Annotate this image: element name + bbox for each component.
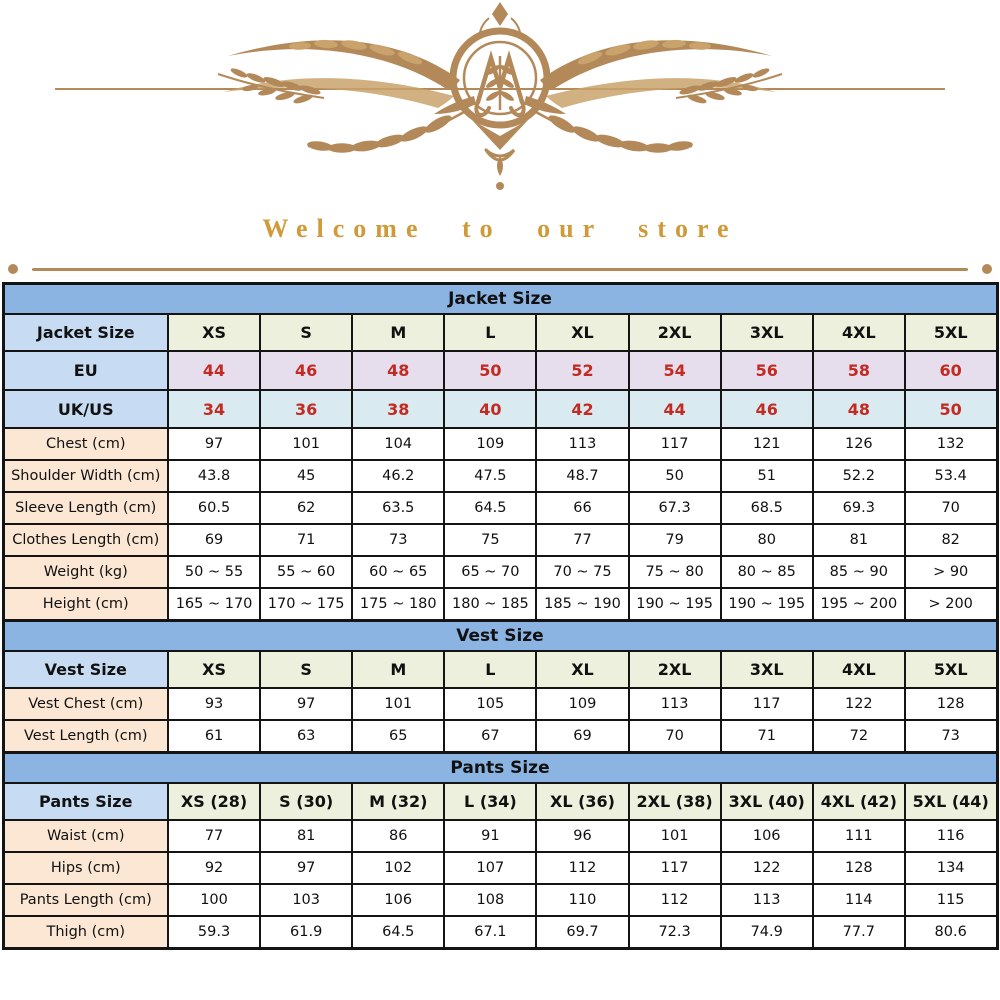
pants-value-cell: 112: [536, 852, 628, 884]
pants-value-cell: 108: [444, 884, 536, 916]
laurel-right-icon: [524, 39, 782, 153]
vest-value-cell: 63: [260, 720, 352, 753]
vest-table-title: Vest Size: [3, 621, 997, 652]
jacket-value-cell: 67.3: [629, 492, 721, 524]
pants-value-cell: 61.9: [260, 916, 352, 949]
divider-line: [32, 268, 968, 271]
jacket-value-cell: 170 ~ 175: [260, 588, 352, 621]
pants-value-cell: 107: [444, 852, 536, 884]
jacket-value-cell: 62: [260, 492, 352, 524]
jacket-value-cell: 38: [352, 390, 444, 428]
jacket-value-cell: 71: [260, 524, 352, 556]
pants-size-header-row: [3, 783, 997, 820]
jacket-value-cell: 54: [629, 351, 721, 390]
vest-value-cell: 113: [629, 688, 721, 720]
pants-row-label: Thigh (cm): [3, 916, 168, 949]
pants-row-label: Pants Length (cm): [3, 884, 168, 916]
vest-value-cell: 71: [721, 720, 813, 753]
pants-table-row: [3, 884, 997, 916]
vest-size-col-header: XS: [168, 651, 260, 688]
jacket-size-col-header: XS: [168, 314, 260, 351]
pants-value-cell: 128: [813, 852, 905, 884]
jacket-value-cell: 185 ~ 190: [536, 588, 628, 621]
pants-size-col-header: M (32): [352, 783, 444, 820]
jacket-value-cell: 82: [905, 524, 997, 556]
jacket-value-cell: 80 ~ 85: [721, 556, 813, 588]
jacket-value-cell: 190 ~ 195: [721, 588, 813, 621]
jacket-value-cell: 80: [721, 524, 813, 556]
jacket-value-cell: 40: [444, 390, 536, 428]
jacket-value-cell: 52.2: [813, 460, 905, 492]
jacket-row-label: Chest (cm): [3, 428, 168, 460]
jacket-value-cell: 69: [168, 524, 260, 556]
pants-corner-label: Pants Size: [3, 783, 168, 820]
jacket-value-cell: 48.7: [536, 460, 628, 492]
vest-value-cell: 70: [629, 720, 721, 753]
jacket-value-cell: 65 ~ 70: [444, 556, 536, 588]
pants-value-cell: 100: [168, 884, 260, 916]
jacket-value-cell: 52: [536, 351, 628, 390]
jacket-value-cell: 47.5: [444, 460, 536, 492]
jacket-value-cell: 50: [905, 390, 997, 428]
vest-value-cell: 105: [444, 688, 536, 720]
jacket-size-col-header: 2XL: [629, 314, 721, 351]
jacket-value-cell: 63.5: [352, 492, 444, 524]
jacket-value-cell: 50: [629, 460, 721, 492]
jacket-size-col-header: L: [444, 314, 536, 351]
size-tables-container: [0, 282, 1000, 950]
pants-row-label: Waist (cm): [3, 820, 168, 852]
pants-row-label: Hips (cm): [3, 852, 168, 884]
jacket-value-cell: 66: [536, 492, 628, 524]
store-emblem-icon: [210, 0, 790, 200]
vest-size-col-header: XL: [536, 651, 628, 688]
jacket-value-cell: 58: [813, 351, 905, 390]
vest-row-label: Vest Length (cm): [3, 720, 168, 753]
pants-value-cell: 102: [352, 852, 444, 884]
jacket-value-cell: 69.3: [813, 492, 905, 524]
vest-size-col-header: 4XL: [813, 651, 905, 688]
jacket-value-cell: 43.8: [168, 460, 260, 492]
pants-size-col-header: XS (28): [168, 783, 260, 820]
jacket-value-cell: 64.5: [444, 492, 536, 524]
jacket-value-cell: 117: [629, 428, 721, 460]
jacket-value-cell: 113: [536, 428, 628, 460]
vest-value-cell: 61: [168, 720, 260, 753]
jacket-table-row: [3, 351, 997, 390]
jacket-size-table: [2, 282, 999, 622]
pants-value-cell: 122: [721, 852, 813, 884]
pants-table-row: [3, 916, 997, 949]
pants-size-col-header: 4XL (42): [813, 783, 905, 820]
jacket-table-row: [3, 492, 997, 524]
pants-value-cell: 92: [168, 852, 260, 884]
jacket-value-cell: 126: [813, 428, 905, 460]
pants-size-col-header: S (30): [260, 783, 352, 820]
welcome-text: Welcome to our store: [262, 214, 738, 243]
jacket-value-cell: 70 ~ 75: [536, 556, 628, 588]
vest-value-cell: 97: [260, 688, 352, 720]
jacket-value-cell: 104: [352, 428, 444, 460]
jacket-value-cell: 101: [260, 428, 352, 460]
pants-value-cell: 134: [905, 852, 997, 884]
pants-value-cell: 72.3: [629, 916, 721, 949]
jacket-value-cell: 48: [352, 351, 444, 390]
jacket-value-cell: 56: [721, 351, 813, 390]
jacket-row-label: Clothes Length (cm): [3, 524, 168, 556]
jacket-value-cell: 97: [168, 428, 260, 460]
pants-size-col-header: 5XL (44): [905, 783, 997, 820]
pants-value-cell: 117: [629, 852, 721, 884]
jacket-value-cell: 44: [629, 390, 721, 428]
jacket-value-cell: 180 ~ 185: [444, 588, 536, 621]
jacket-value-cell: 73: [352, 524, 444, 556]
jacket-value-cell: 75: [444, 524, 536, 556]
vest-value-cell: 69: [536, 720, 628, 753]
pants-value-cell: 86: [352, 820, 444, 852]
vest-size-col-header: 3XL: [721, 651, 813, 688]
jacket-size-col-header: XL: [536, 314, 628, 351]
pants-value-cell: 81: [260, 820, 352, 852]
pants-value-cell: 97: [260, 852, 352, 884]
pants-size-table: [2, 751, 999, 950]
jacket-row-label: Sleeve Length (cm): [3, 492, 168, 524]
jacket-value-cell: 190 ~ 195: [629, 588, 721, 621]
jacket-table-row: [3, 390, 997, 428]
pants-size-col-header: L (34): [444, 783, 536, 820]
vest-value-cell: 65: [352, 720, 444, 753]
vest-value-cell: 117: [721, 688, 813, 720]
pants-size-col-header: 3XL (40): [721, 783, 813, 820]
divider-right-dot-icon: [982, 264, 992, 274]
jacket-value-cell: 60.5: [168, 492, 260, 524]
pants-value-cell: 67.1: [444, 916, 536, 949]
jacket-table-row: [3, 588, 997, 621]
jacket-value-cell: 60 ~ 65: [352, 556, 444, 588]
jacket-value-cell: > 200: [905, 588, 997, 621]
store-header: [0, 0, 1000, 282]
jacket-table-row: [3, 556, 997, 588]
pants-value-cell: 114: [813, 884, 905, 916]
pants-value-cell: 80.6: [905, 916, 997, 949]
pants-value-cell: 106: [352, 884, 444, 916]
jacket-row-label: Height (cm): [3, 588, 168, 621]
laurel-left-icon: [218, 39, 476, 153]
jacket-value-cell: 85 ~ 90: [813, 556, 905, 588]
jacket-value-cell: 48: [813, 390, 905, 428]
jacket-value-cell: 50: [444, 351, 536, 390]
pants-value-cell: 77.7: [813, 916, 905, 949]
vest-value-cell: 109: [536, 688, 628, 720]
pants-value-cell: 69.7: [536, 916, 628, 949]
jacket-value-cell: 51: [721, 460, 813, 492]
pants-value-cell: 115: [905, 884, 997, 916]
jacket-corner-label: Jacket Size: [3, 314, 168, 351]
jacket-table-row: [3, 524, 997, 556]
jacket-value-cell: 75 ~ 80: [629, 556, 721, 588]
jacket-value-cell: 79: [629, 524, 721, 556]
vest-size-col-header: 5XL: [905, 651, 997, 688]
jacket-value-cell: 46: [721, 390, 813, 428]
monogram-medallion-icon: [453, 2, 547, 190]
jacket-value-cell: 195 ~ 200: [813, 588, 905, 621]
pants-table-row: [3, 852, 997, 884]
jacket-value-cell: 53.4: [905, 460, 997, 492]
vest-size-col-header: S: [260, 651, 352, 688]
jacket-value-cell: 50 ~ 55: [168, 556, 260, 588]
jacket-value-cell: 46.2: [352, 460, 444, 492]
vest-size-header-row: [3, 651, 997, 688]
vest-value-cell: 67: [444, 720, 536, 753]
vest-value-cell: 73: [905, 720, 997, 753]
pants-value-cell: 110: [536, 884, 628, 916]
vest-value-cell: 128: [905, 688, 997, 720]
vest-size-col-header: L: [444, 651, 536, 688]
jacket-size-col-header: 3XL: [721, 314, 813, 351]
jacket-value-cell: 55 ~ 60: [260, 556, 352, 588]
vest-value-cell: 101: [352, 688, 444, 720]
jacket-value-cell: 45: [260, 460, 352, 492]
jacket-value-cell: 68.5: [721, 492, 813, 524]
vest-size-col-header: 2XL: [629, 651, 721, 688]
jacket-value-cell: 70: [905, 492, 997, 524]
vest-value-cell: 72: [813, 720, 905, 753]
jacket-row-label: UK/US: [3, 390, 168, 428]
jacket-value-cell: 42: [536, 390, 628, 428]
divider-left-dot-icon: [8, 264, 18, 274]
pants-value-cell: 96: [536, 820, 628, 852]
vest-size-table: [2, 619, 999, 754]
vest-table-row: [3, 720, 997, 753]
jacket-value-cell: 36: [260, 390, 352, 428]
pants-value-cell: 111: [813, 820, 905, 852]
pants-table-title: Pants Size: [3, 753, 997, 784]
vest-value-cell: 122: [813, 688, 905, 720]
jacket-value-cell: 165 ~ 170: [168, 588, 260, 621]
jacket-table-title: Jacket Size: [3, 284, 997, 315]
jacket-table-row: [3, 428, 997, 460]
pants-value-cell: 113: [721, 884, 813, 916]
jacket-size-col-header: M: [352, 314, 444, 351]
pants-value-cell: 116: [905, 820, 997, 852]
jacket-size-col-header: 4XL: [813, 314, 905, 351]
pants-value-cell: 77: [168, 820, 260, 852]
pants-value-cell: 101: [629, 820, 721, 852]
jacket-value-cell: 44: [168, 351, 260, 390]
jacket-value-cell: 109: [444, 428, 536, 460]
pants-value-cell: 91: [444, 820, 536, 852]
jacket-value-cell: 34: [168, 390, 260, 428]
jacket-value-cell: > 90: [905, 556, 997, 588]
pants-table-row: [3, 820, 997, 852]
jacket-size-col-header: S: [260, 314, 352, 351]
pants-value-cell: 64.5: [352, 916, 444, 949]
jacket-value-cell: 81: [813, 524, 905, 556]
jacket-row-label: Weight (kg): [3, 556, 168, 588]
vest-value-cell: 93: [168, 688, 260, 720]
jacket-table-row: [3, 460, 997, 492]
jacket-value-cell: 132: [905, 428, 997, 460]
pants-value-cell: 103: [260, 884, 352, 916]
jacket-value-cell: 60: [905, 351, 997, 390]
jacket-row-label: EU: [3, 351, 168, 390]
jacket-value-cell: 175 ~ 180: [352, 588, 444, 621]
vest-size-col-header: M: [352, 651, 444, 688]
jacket-value-cell: 121: [721, 428, 813, 460]
vest-row-label: Vest Chest (cm): [3, 688, 168, 720]
section-divider: [8, 264, 992, 274]
pants-value-cell: 74.9: [721, 916, 813, 949]
jacket-size-col-header: 5XL: [905, 314, 997, 351]
jacket-row-label: Shoulder Width (cm): [3, 460, 168, 492]
jacket-value-cell: 77: [536, 524, 628, 556]
jacket-size-header-row: [3, 314, 997, 351]
pants-size-col-header: 2XL (38): [629, 783, 721, 820]
pants-value-cell: 106: [721, 820, 813, 852]
jacket-value-cell: 46: [260, 351, 352, 390]
vest-table-row: [3, 688, 997, 720]
pants-value-cell: 112: [629, 884, 721, 916]
vest-corner-label: Vest Size: [3, 651, 168, 688]
pants-size-col-header: XL (36): [536, 783, 628, 820]
pants-value-cell: 59.3: [168, 916, 260, 949]
